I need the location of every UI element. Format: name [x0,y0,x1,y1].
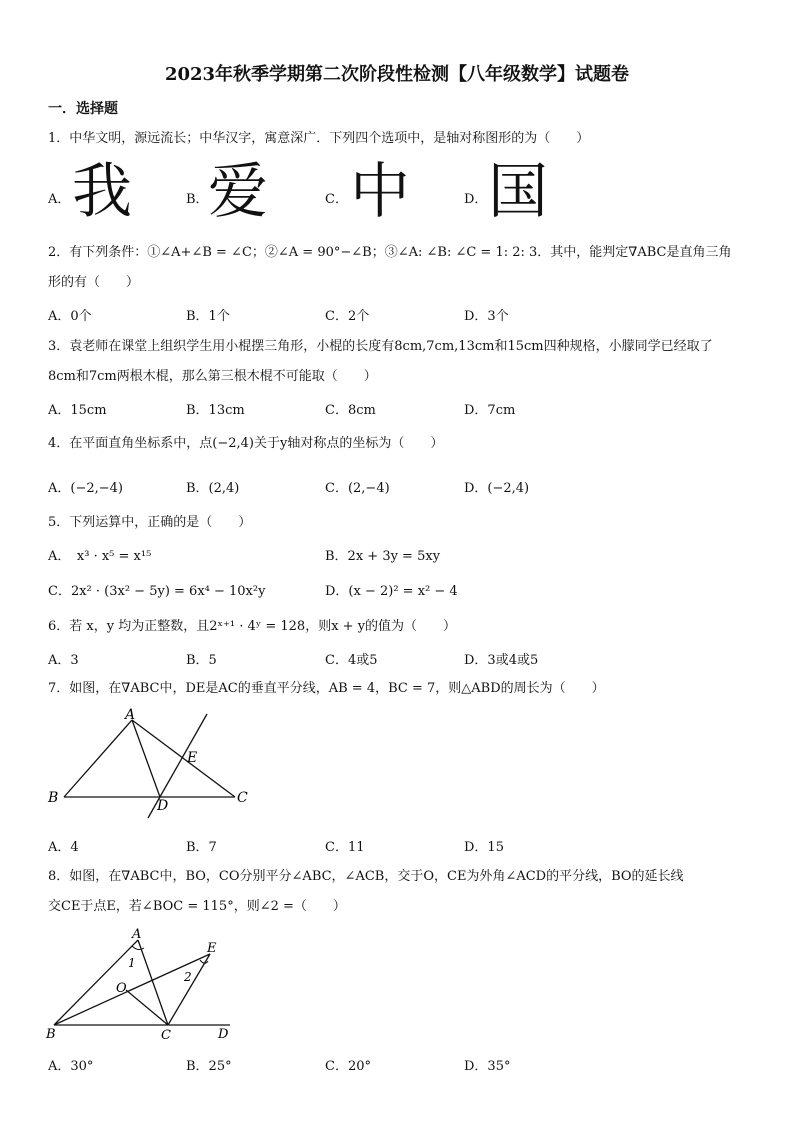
q1-option-d-char: 国 [488,157,548,227]
q6-option-a: A．3 [48,653,79,668]
q6-option-d: D．3或4或5 [464,653,539,668]
q5-option-b: B．2x + 3y = 5xy [325,549,441,564]
question-8-line-1: 8．如图，在∇ABC中，BO，CO分别平分∠ABC，∠ACB，交于O，CE为外角∠ACD的平分线，BO的延长线 [48,869,684,884]
section-heading: 一．选择题 [48,101,118,117]
question-6-stem: 6．若 x，y 均为正整数，且2ˣ⁺¹ · 4ʸ = 128，则x + y的值为（ ） [48,619,457,634]
q4-option-a: A．(−2,−4) [48,481,123,496]
question-8-line-2: 交CE于点E，若∠BOC = 115°，则∠2 =（ ） [48,899,346,914]
q7-side-ac [132,720,235,797]
question-7-stem: 7．如图，在∇ABC中，DE是AC的垂直平分线，AB = 4，BC = 7，则△ABD的周长为（ ） [48,681,605,696]
q6-option-b: B．5 [186,653,217,668]
q3-option-b: B．13cm [186,403,245,418]
question-5-stem: 5．下列运算中，正确的是（ ） [48,515,252,530]
question-3-line-2: 8cm和7cm两根木棍，那么第三根木棍不可能取（ ） [48,369,377,384]
q1-option-b-label: B． [186,192,209,207]
question-2-line-2: 形的有（ ） [48,275,140,290]
q7-triangle-figure [40,706,270,824]
q1-option-c-char: 中 [350,157,410,227]
q2-option-a: A．0个 [48,309,92,324]
q7-side-ab [64,720,132,797]
q4-option-d: D．(−2,4) [464,481,530,496]
question-1-stem: 1．中华文明，源远流长；中华汉字，寓意深广．下列四个选项中，是轴对称图形的为（ ） [48,131,590,146]
q8-label-a: A [132,927,142,942]
q7-option-b: B．7 [186,840,217,855]
q5-option-a: A． x³ · x⁵ = x¹⁵ [48,549,152,564]
q4-option-b: B．(2,4) [186,481,240,496]
q4-option-c: C．(2,−4) [325,481,390,496]
q1-option-b-char: 爱 [208,157,268,227]
q6-option-c: C．4或5 [325,653,378,668]
q8-option-a: A．30° [48,1059,94,1074]
q2-option-c: C．2个 [325,309,370,324]
q1-option-a-char: 我 [72,157,132,227]
q8-label-e: E [207,941,217,956]
question-3-line-1: 3．袁老师在课堂上组织学生用小棍摆三角形，小棍的长度有8cm,7cm,13cm和15cm四种规格，小朦同学已经取了 [48,339,713,354]
q8-label-o: O [116,981,127,996]
question-4-stem: 4．在平面直角坐标系中，点(−2,4)关于y轴对称点的坐标为（ ） [48,436,444,451]
q8-label-angle-2: 2 [184,970,192,984]
q1-option-a-label: A． [48,192,71,207]
q3-option-a: A．15cm [48,403,107,418]
q8-label-b: B [46,1027,56,1042]
q8-segment-ce [168,954,210,1025]
q8-option-d: D．35° [464,1059,511,1074]
q7-segment-ad [132,720,160,797]
q2-option-d: D．3个 [464,309,509,324]
q8-label-angle-1: 1 [128,956,136,970]
q1-option-d-label: D． [464,192,488,207]
q7-label-c: C [237,790,248,806]
q8-label-d: D [218,1027,229,1042]
question-2-line-1: 2．有下列条件：①∠A+∠B = ∠C；②∠A = 90°−∠B；③∠A: ∠B: ∠C = 1: 2: 3．其中，能判定∇ABC是直角三角 [48,245,732,260]
q8-option-c: C．20° [325,1059,371,1074]
q3-option-d: D．7cm [464,403,516,418]
q7-label-a: A [125,707,136,723]
page-title: 2023年秋季学期第二次阶段性检测【八年级数学】试题卷 [164,64,630,85]
q2-option-b: B．1个 [186,309,230,324]
q3-option-c: C．8cm [325,403,376,418]
q1-option-c-label: C． [325,192,348,207]
q7-label-d: D [157,798,169,814]
q7-option-a: A．4 [48,840,79,855]
q7-option-c: C．11 [325,840,365,855]
q8-angle-1-arc [132,946,144,950]
q8-triangle-figure [40,922,250,1044]
q7-option-d: D．15 [464,840,504,855]
q8-option-b: B．25° [186,1059,232,1074]
q5-option-c: C．2x² · (3x² − 5y) = 6x⁴ − 10x²y [48,584,266,599]
q7-label-e: E [187,750,198,766]
q7-label-b: B [48,790,59,806]
q5-option-d: D．(x − 2)² = x² − 4 [325,584,458,599]
q8-label-c: C [161,1028,171,1043]
